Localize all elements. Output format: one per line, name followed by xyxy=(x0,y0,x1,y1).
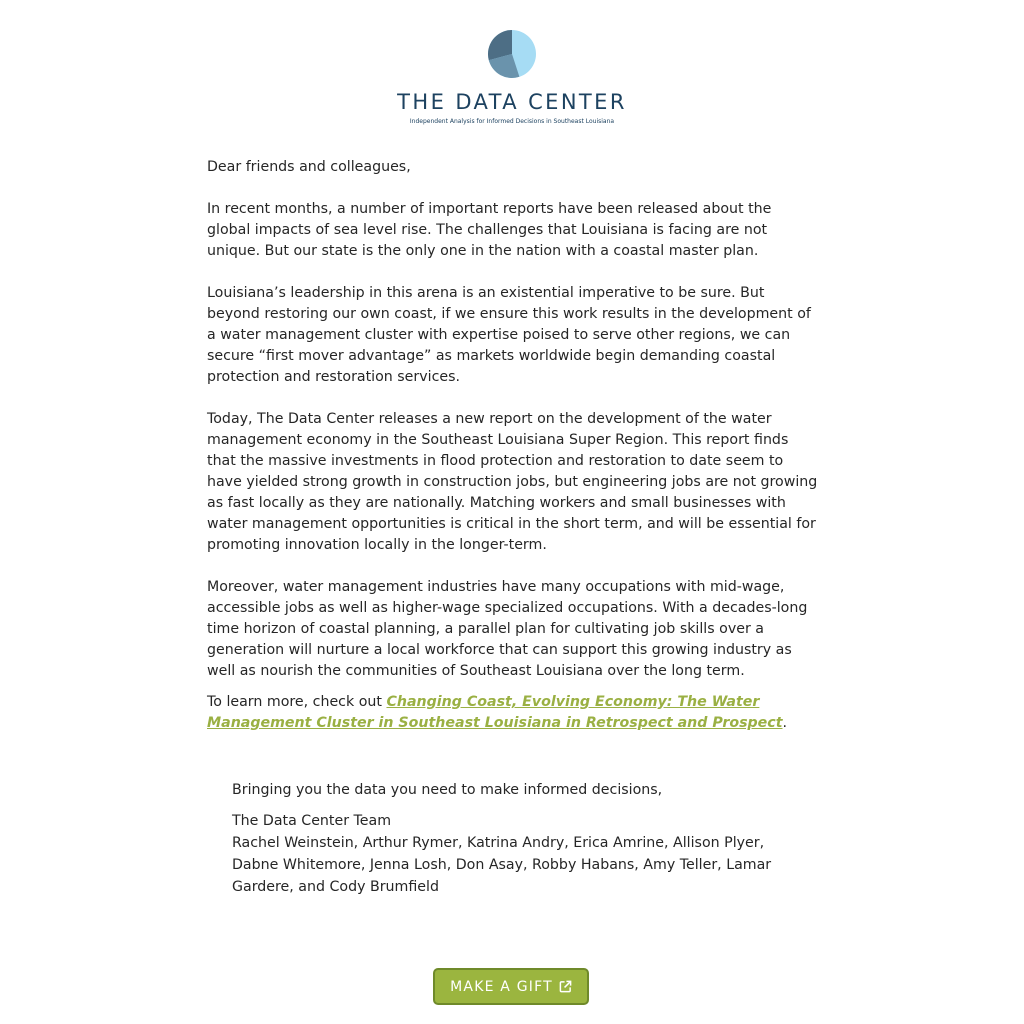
logo-tagline: Independent Analysis for Informed Decisions in Southeast Louisiana xyxy=(409,118,615,125)
learn-more-suffix: . xyxy=(782,715,788,731)
signoff xyxy=(232,779,812,898)
paragraph-4: Moreover, water management industries have many occupations with mid-wage, accessible jobs as well as higher-wage specialized occupations. With a decades-long time horizon of coastal planning, a parallel plan for cultivating job skills over a generation will nurture a local workforce that can support this growing industry as well as nourish the communities of Southeast Louisiana over the long term. xyxy=(207,579,808,679)
paragraph-2: Louisiana’s leadership in this arena is an existential imperative to be sure. But beyond restoring our own coast, if we ensure this work results in the development of a water management cluster with expertise poised to serve other regions, we can secure “first mover advantage” as markets worldwide begin demanding coastal protection and restoration services. xyxy=(207,285,811,385)
make-a-gift-label: MAKE A GIFT xyxy=(450,978,553,995)
report-link[interactable]: Changing Coast, Evolving Economy: The Water Management Cluster in Southeast Louisiana in Retrospect and Prospect xyxy=(207,694,783,731)
make-a-gift-button[interactable] xyxy=(433,968,589,1005)
learn-more-prefix: To learn more, check out xyxy=(207,694,387,710)
letter-body xyxy=(207,157,819,734)
team-name: The Data Center Team xyxy=(232,813,392,829)
team-members: Rachel Weinstein, Arthur Rymer, Katrina Andry, Erica Amrine, Allison Plyer, Dabne Whitemore, Jenna Losh, Don Asay, Robby Habans, Amy Teller, Lamar Gardere, and Cody Brumfield xyxy=(232,835,772,895)
paragraph-3: Today, The Data Center releases a new report on the development of the water management economy in the Southeast Louisiana Super Region. This report finds that the massive investments in flood protection and restoration to date seem to have yielded strong growth in construction jobs, but engineering jobs are not growing as fast locally as they are nationally. Matching workers and small businesses with water management opportunities is critical in the short term, and will be essential for promoting innovation locally in the longer-term. xyxy=(207,411,818,553)
learn-more xyxy=(207,692,819,734)
closing-line: Bringing you the data you need to make informed decisions, xyxy=(232,782,663,798)
header xyxy=(0,0,1024,140)
logo-title: THE DATA CENTER xyxy=(397,90,627,114)
paragraph-1: In recent months, a number of important reports have been released about the global impacts of sea level rise. The challenges that Louisiana is facing are not unique. But our state is the only one in the nation with a coastal master plan. xyxy=(207,201,772,259)
greeting: Dear friends and colleagues, xyxy=(207,159,411,175)
external-link-icon xyxy=(559,980,572,993)
pie-chart-logo-icon xyxy=(487,29,537,79)
